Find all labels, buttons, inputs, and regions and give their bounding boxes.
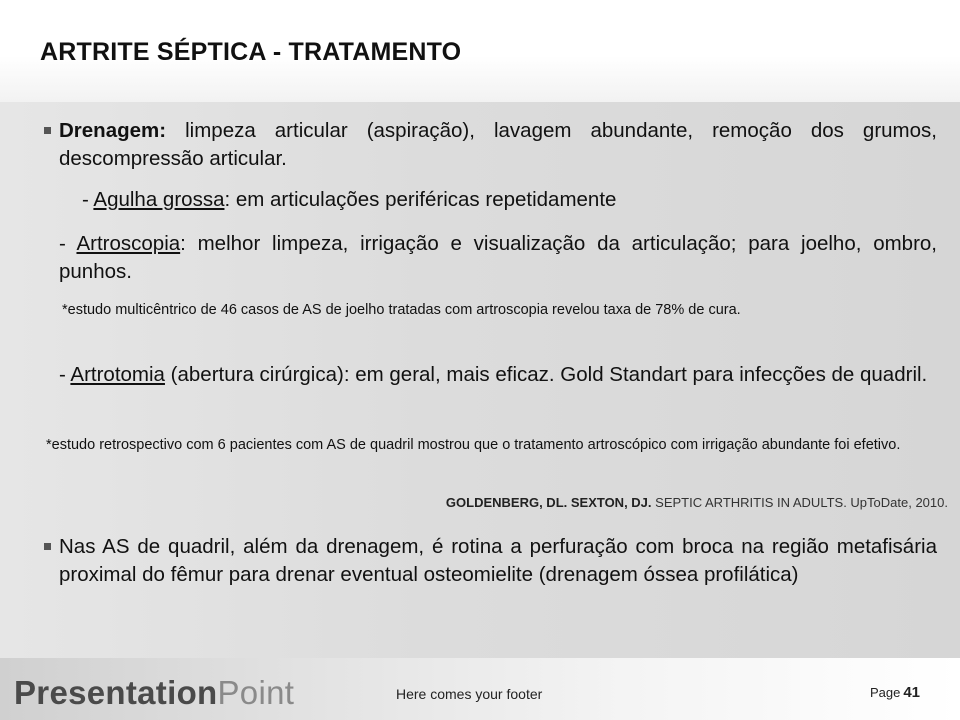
- page-number-value: 41: [903, 684, 920, 701]
- logo-bold-text: Presentation: [14, 674, 218, 711]
- artrotomia-text: (abertura cirúrgica): em geral, mais eficaz. Gold Standart para infecções de quadril.: [164, 363, 928, 386]
- reference-citation: [446, 495, 948, 510]
- agulha-term: Agulha grossa: [93, 188, 225, 211]
- footer-text: Here comes your footer: [396, 686, 543, 702]
- artrotomia-prefix: -: [59, 363, 71, 386]
- artrotomia-term: Artrotomia: [70, 363, 165, 386]
- agulha-prefix: -: [82, 188, 94, 211]
- artroscopia-prefix: -: [59, 232, 77, 255]
- slide-title: ARTRITE SÉPTICA - TRATAMENTO: [40, 38, 462, 66]
- item-agulha-grossa: [82, 186, 942, 214]
- artroscopia-text: : melhor limpeza, irrigação e visualização da articulação; para joelho, ombro, punhos.: [59, 232, 937, 283]
- bullet-drenagem: [59, 117, 937, 173]
- reference-authors: GOLDENBERG, DL. SEXTON, DJ.: [445, 495, 652, 510]
- artroscopia-term: Artroscopia: [76, 232, 181, 255]
- item-artrotomia: [59, 361, 937, 389]
- bullet-square-icon: [44, 127, 51, 134]
- note-quadril-study: *estudo retrospectivo com 6 pacientes com AS de quadril mostrou que o tratamento artroscópico com irrigação abundante foi efetivo.: [46, 437, 901, 453]
- agulha-text: : em articulações periféricas repetidamente: [224, 188, 617, 211]
- item-artroscopia: [59, 230, 937, 286]
- drenagem-text: limpeza articular (aspiração), lavagem abundante, remoção dos grumos, descompressão articular.: [59, 119, 937, 170]
- presentationpoint-logo: [14, 674, 294, 712]
- reference-text: SEPTIC ARTHRITIS IN ADULTS. UpToDate, 2010.: [651, 495, 948, 510]
- drenagem-lead: Drenagem:: [59, 119, 167, 142]
- bullet-square-icon: [44, 543, 51, 550]
- note-artroscopia-study: *estudo multicêntrico de 46 casos de AS de joelho tratadas com artroscopia revelou taxa de 78% de cura.: [62, 302, 741, 318]
- page-number: [870, 684, 920, 701]
- page-label: Page: [869, 685, 901, 700]
- bullet-quadril: Nas AS de quadril, além da drenagem, é rotina a perfuração com broca na região metafisária proximal do fêmur para drenar eventual osteomielite (drenagem óssea profilática): [59, 535, 937, 586]
- logo-light-text: Point: [217, 674, 295, 711]
- slide-header: [0, 0, 960, 102]
